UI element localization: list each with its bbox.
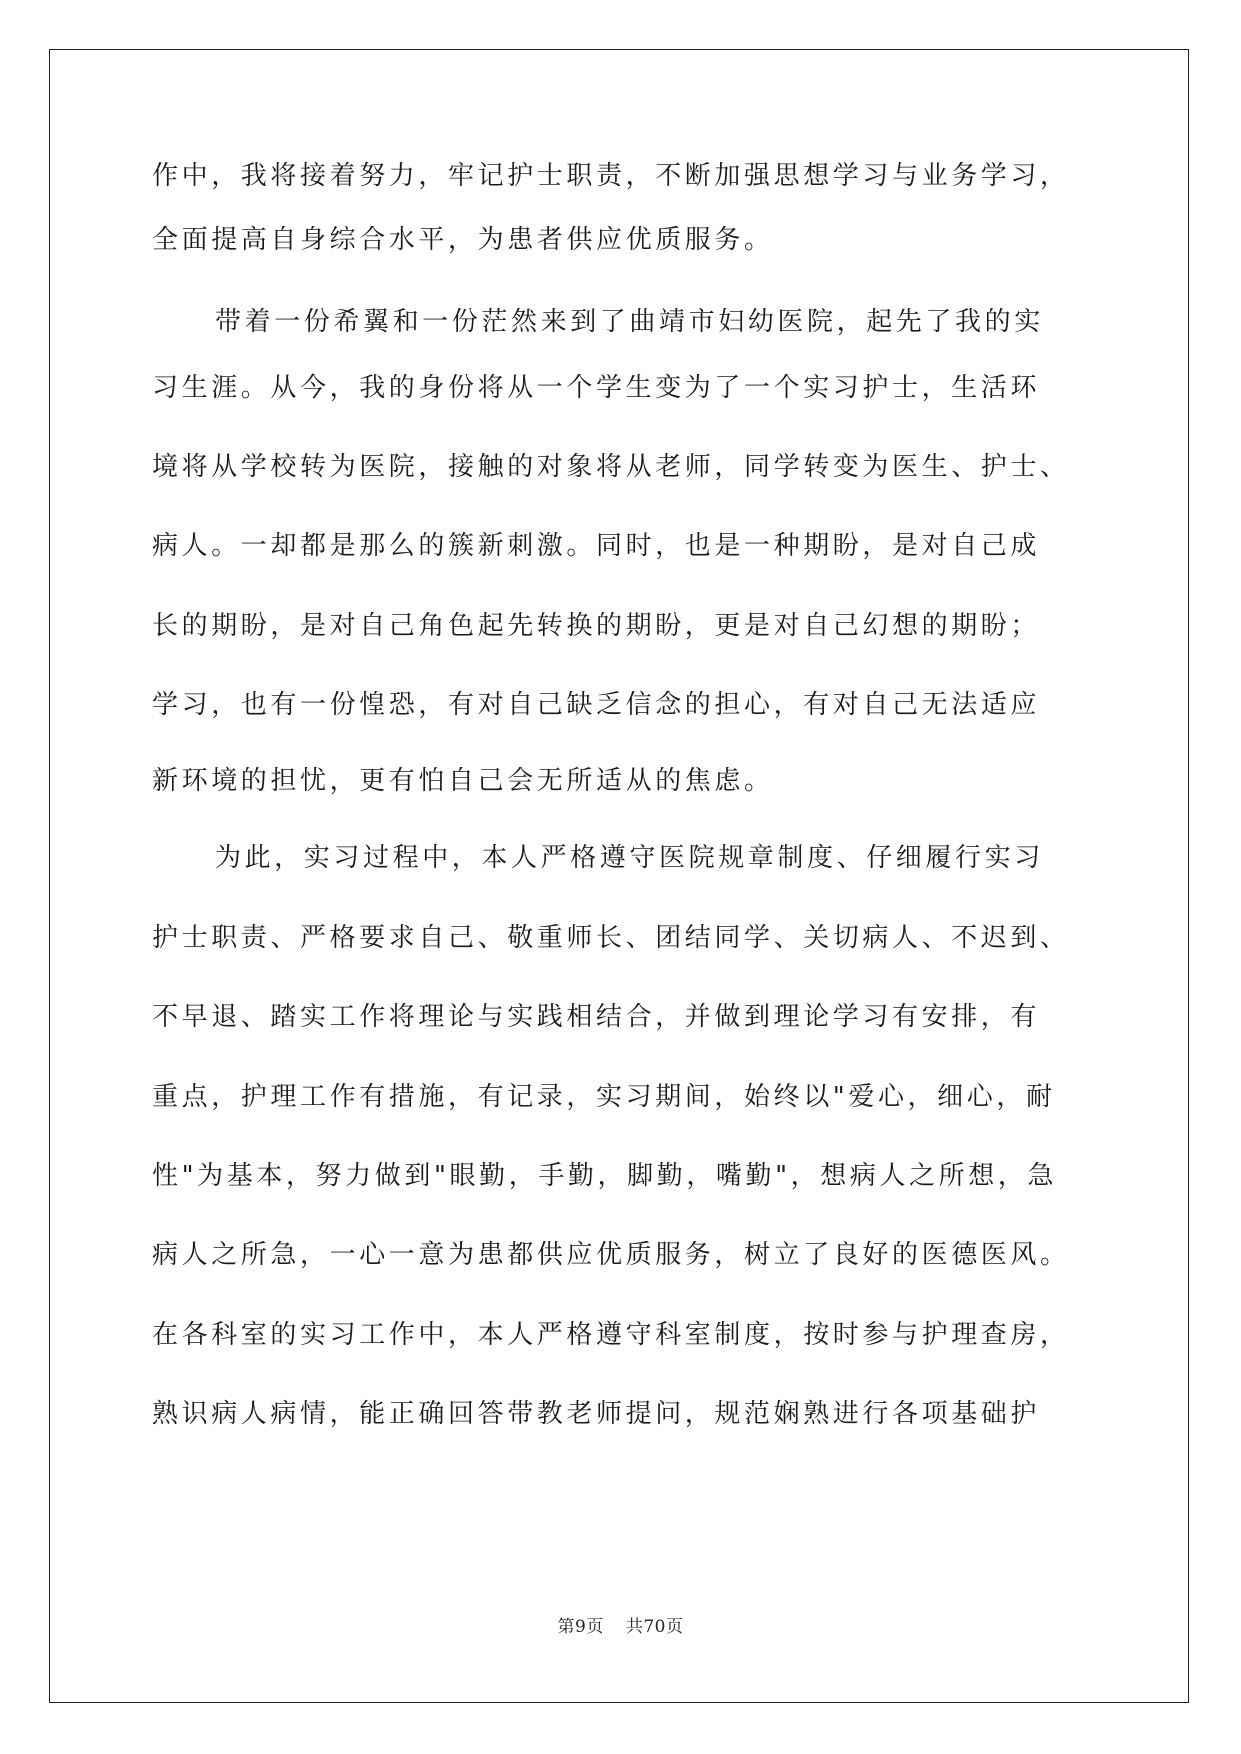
body-text-line: 不早退、踏实工作将理论与实践相结合，并做到理论学习有安排，有 — [152, 1002, 1041, 1032]
body-text-line: 性"为基本，努力做到"眼勤，手勤，脚勤，嘴勤"，想病人之所想，急 — [152, 1161, 1058, 1191]
body-text-line: 全面提高自身综合水平，为患者供应优质服务。 — [152, 225, 774, 255]
page-footer — [0, 1612, 1241, 1637]
body-text-line: 熟识病人病情，能正确回答带教老师提问，规范娴熟进行各项基础护 — [152, 1399, 1041, 1429]
paragraph-first-line: 带着一份希翼和一份茫然来到了曲靖市妇幼医院，起先了我的实 — [215, 307, 1044, 337]
body-text-line: 境将从学校转为医院，接触的对象将从老师，同学转变为医生、护士、 — [152, 452, 1070, 482]
body-text-line: 长的期盼，是对自己角色起先转换的期盼，更是对自己幻想的期盼； — [152, 611, 1041, 641]
body-text-line: 在各科室的实习工作中，本人严格遵守科室制度，按时参与护理查房， — [152, 1320, 1070, 1350]
body-text-line: 重点，护理工作有措施，有记录，实习期间，始终以"爱心，细心，耐 — [152, 1082, 1056, 1112]
page-total: 共70页 — [625, 1617, 684, 1637]
body-text-line: 新环境的担忧，更有怕自己会无所适从的焦虑。 — [152, 766, 774, 796]
body-text-line: 护士职责、严格要求自己、敬重师长、团结同学、关切病人、不迟到、 — [152, 923, 1070, 953]
body-text-line: 学习，也有一份惶恐，有对自己缺乏信念的担心，有对自己无法适应 — [152, 690, 1041, 720]
body-text-line: 病人之所急，一心一意为患都供应优质服务，树立了良好的医德医风。 — [152, 1240, 1070, 1270]
body-text-line: 病人。一却都是那么的簇新刺激。同时，也是一种期盼，是对自己成 — [152, 531, 1041, 561]
body-text-line: 作中，我将接着努力，牢记护士职责，不断加强思想学习与业务学习， — [152, 161, 1070, 191]
body-text-line: 习生涯。从今，我的身份将从一个学生变为了一个实习护士，生活环 — [152, 373, 1041, 403]
page-number: 第9页 — [557, 1617, 604, 1637]
paragraph-first-line: 为此，实习过程中，本人严格遵守医院规章制度、仔细履行实习 — [215, 843, 1044, 873]
page-border — [49, 49, 1189, 1703]
